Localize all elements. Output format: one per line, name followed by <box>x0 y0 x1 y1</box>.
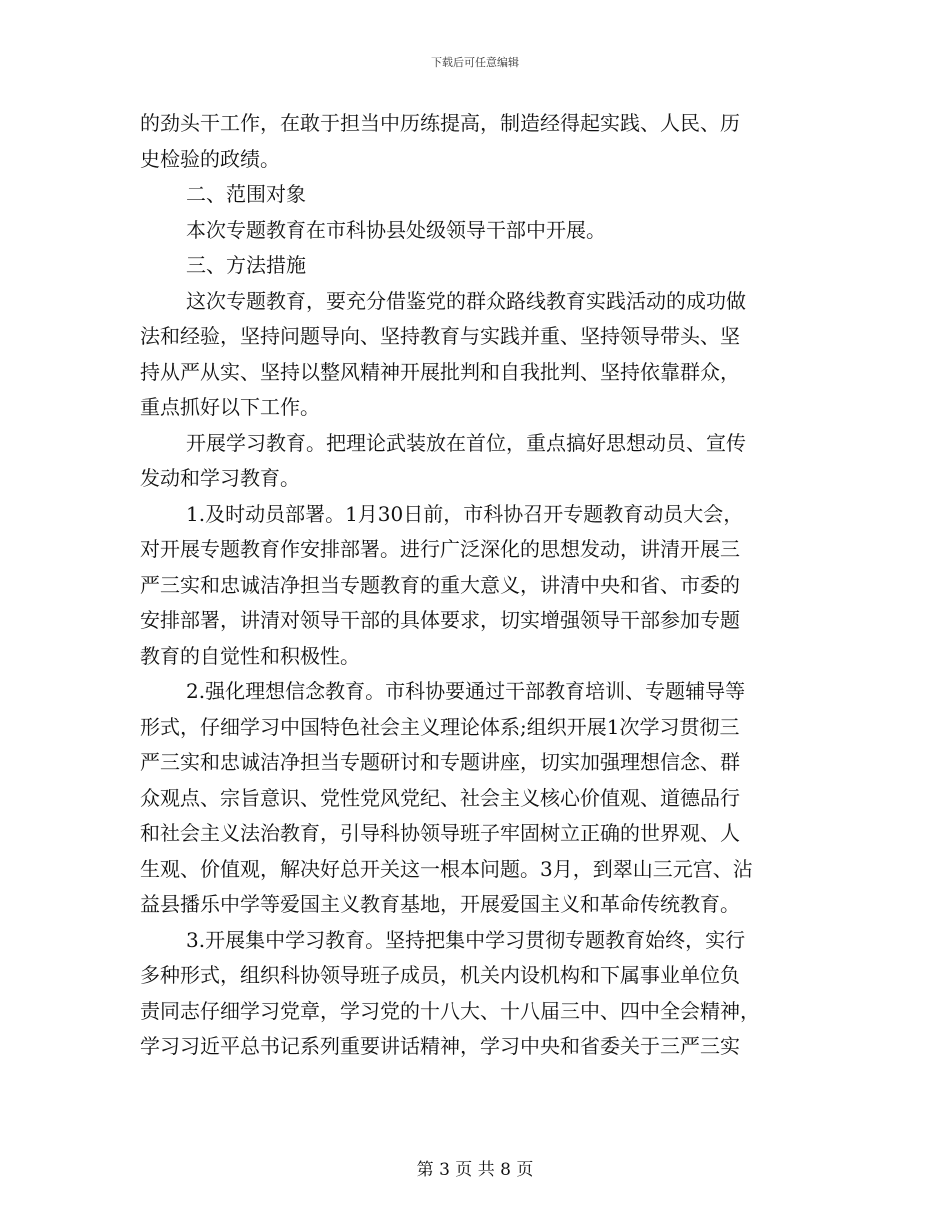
document-body <box>140 106 812 1065</box>
text-line: 和社会主义法治教育，引导科协领导班子牢固树立正确的世界观、人 <box>140 821 740 845</box>
text-line: 史检验的政绩。 <box>140 146 280 171</box>
text-line: 多种形式，组织科协领导班子成员，机关内设机构和下属事业单位负 <box>140 963 740 987</box>
text-line: 形式，仔细学习中国特色社会主义理论体系;组织开展1次学习贯彻三 <box>140 714 740 739</box>
text-line: 严三实和忠诚洁净担当专题教育的重大意义，讲清中央和省、市委的 <box>140 572 740 597</box>
page-header: 下载后可任意编辑 <box>431 56 519 69</box>
text-line: 安排部署，讲清对领导干部的具体要求，切实增强领导干部参加专题 <box>140 608 740 632</box>
text-line: 益县播乐中学等爱国主义教育基地，开展爱国主义和革命传统教育。 <box>140 892 740 916</box>
text-line: 发动和学习教育。 <box>140 466 300 490</box>
text-line: 严三实和忠诚洁净担当专题研讨和专题讲座，切实加强理想信念、群 <box>140 750 740 774</box>
text-line: 对开展专题教育作安排部署。进行广泛深化的思想发动，讲清开展三 <box>140 537 740 561</box>
text-line: 生观、价值观，解决好总开关这一根本问题。3月，到翠山三元宫、沾 <box>140 856 753 881</box>
text-line: 学习习近平总书记系列重要讲话精神，学习中央和省委关于三严三实 <box>140 1034 740 1058</box>
text-line: 3.开展集中学习教育。坚持把集中学习贯彻专题教育始终，实行 <box>186 927 746 952</box>
text-line: 这次专题教育，要充分借鉴党的群众路线教育实践活动的成功做 <box>186 288 746 313</box>
text-line: 1.及时动员部署。1月30日前，市科协召开专题教育动员大会， <box>186 501 744 526</box>
page-footer: 第 3 页 共 8 页 <box>416 1160 534 1180</box>
text-line: 责同志仔细学习党章，学习党的十八大、十八届三中、四中全会精神， <box>140 998 760 1023</box>
text-line: 三、方法措施 <box>186 253 306 277</box>
text-line: 开展学习教育。把理论武装放在首位，重点搞好思想动员、宣传 <box>186 430 746 455</box>
text-line: 的劲头干工作，在敢于担当中历练提高，制造经得起实践、人民、历 <box>140 111 740 135</box>
text-line: 2.强化理想信念教育。市科协要通过干部教育培训、专题辅导等 <box>186 679 746 703</box>
text-line: 重点抓好以下工作。 <box>140 395 320 419</box>
text-line: 法和经验，坚持问题导向、坚持教育与实践并重、坚持领导带头、坚 <box>140 324 740 348</box>
text-line: 教育的自觉性和积极性。 <box>140 643 360 668</box>
text-line: 本次专题教育在市科协县处级领导干部中开展。 <box>186 217 606 242</box>
text-line: 二、范围对象 <box>186 182 306 206</box>
text-line: 持从严从实、坚持以整风精神开展批判和自我批判、坚持依靠群众， <box>140 359 740 384</box>
text-line: 众观点、宗旨意识、党性党风党纪、社会主义核心价值观、道德品行 <box>140 785 740 810</box>
